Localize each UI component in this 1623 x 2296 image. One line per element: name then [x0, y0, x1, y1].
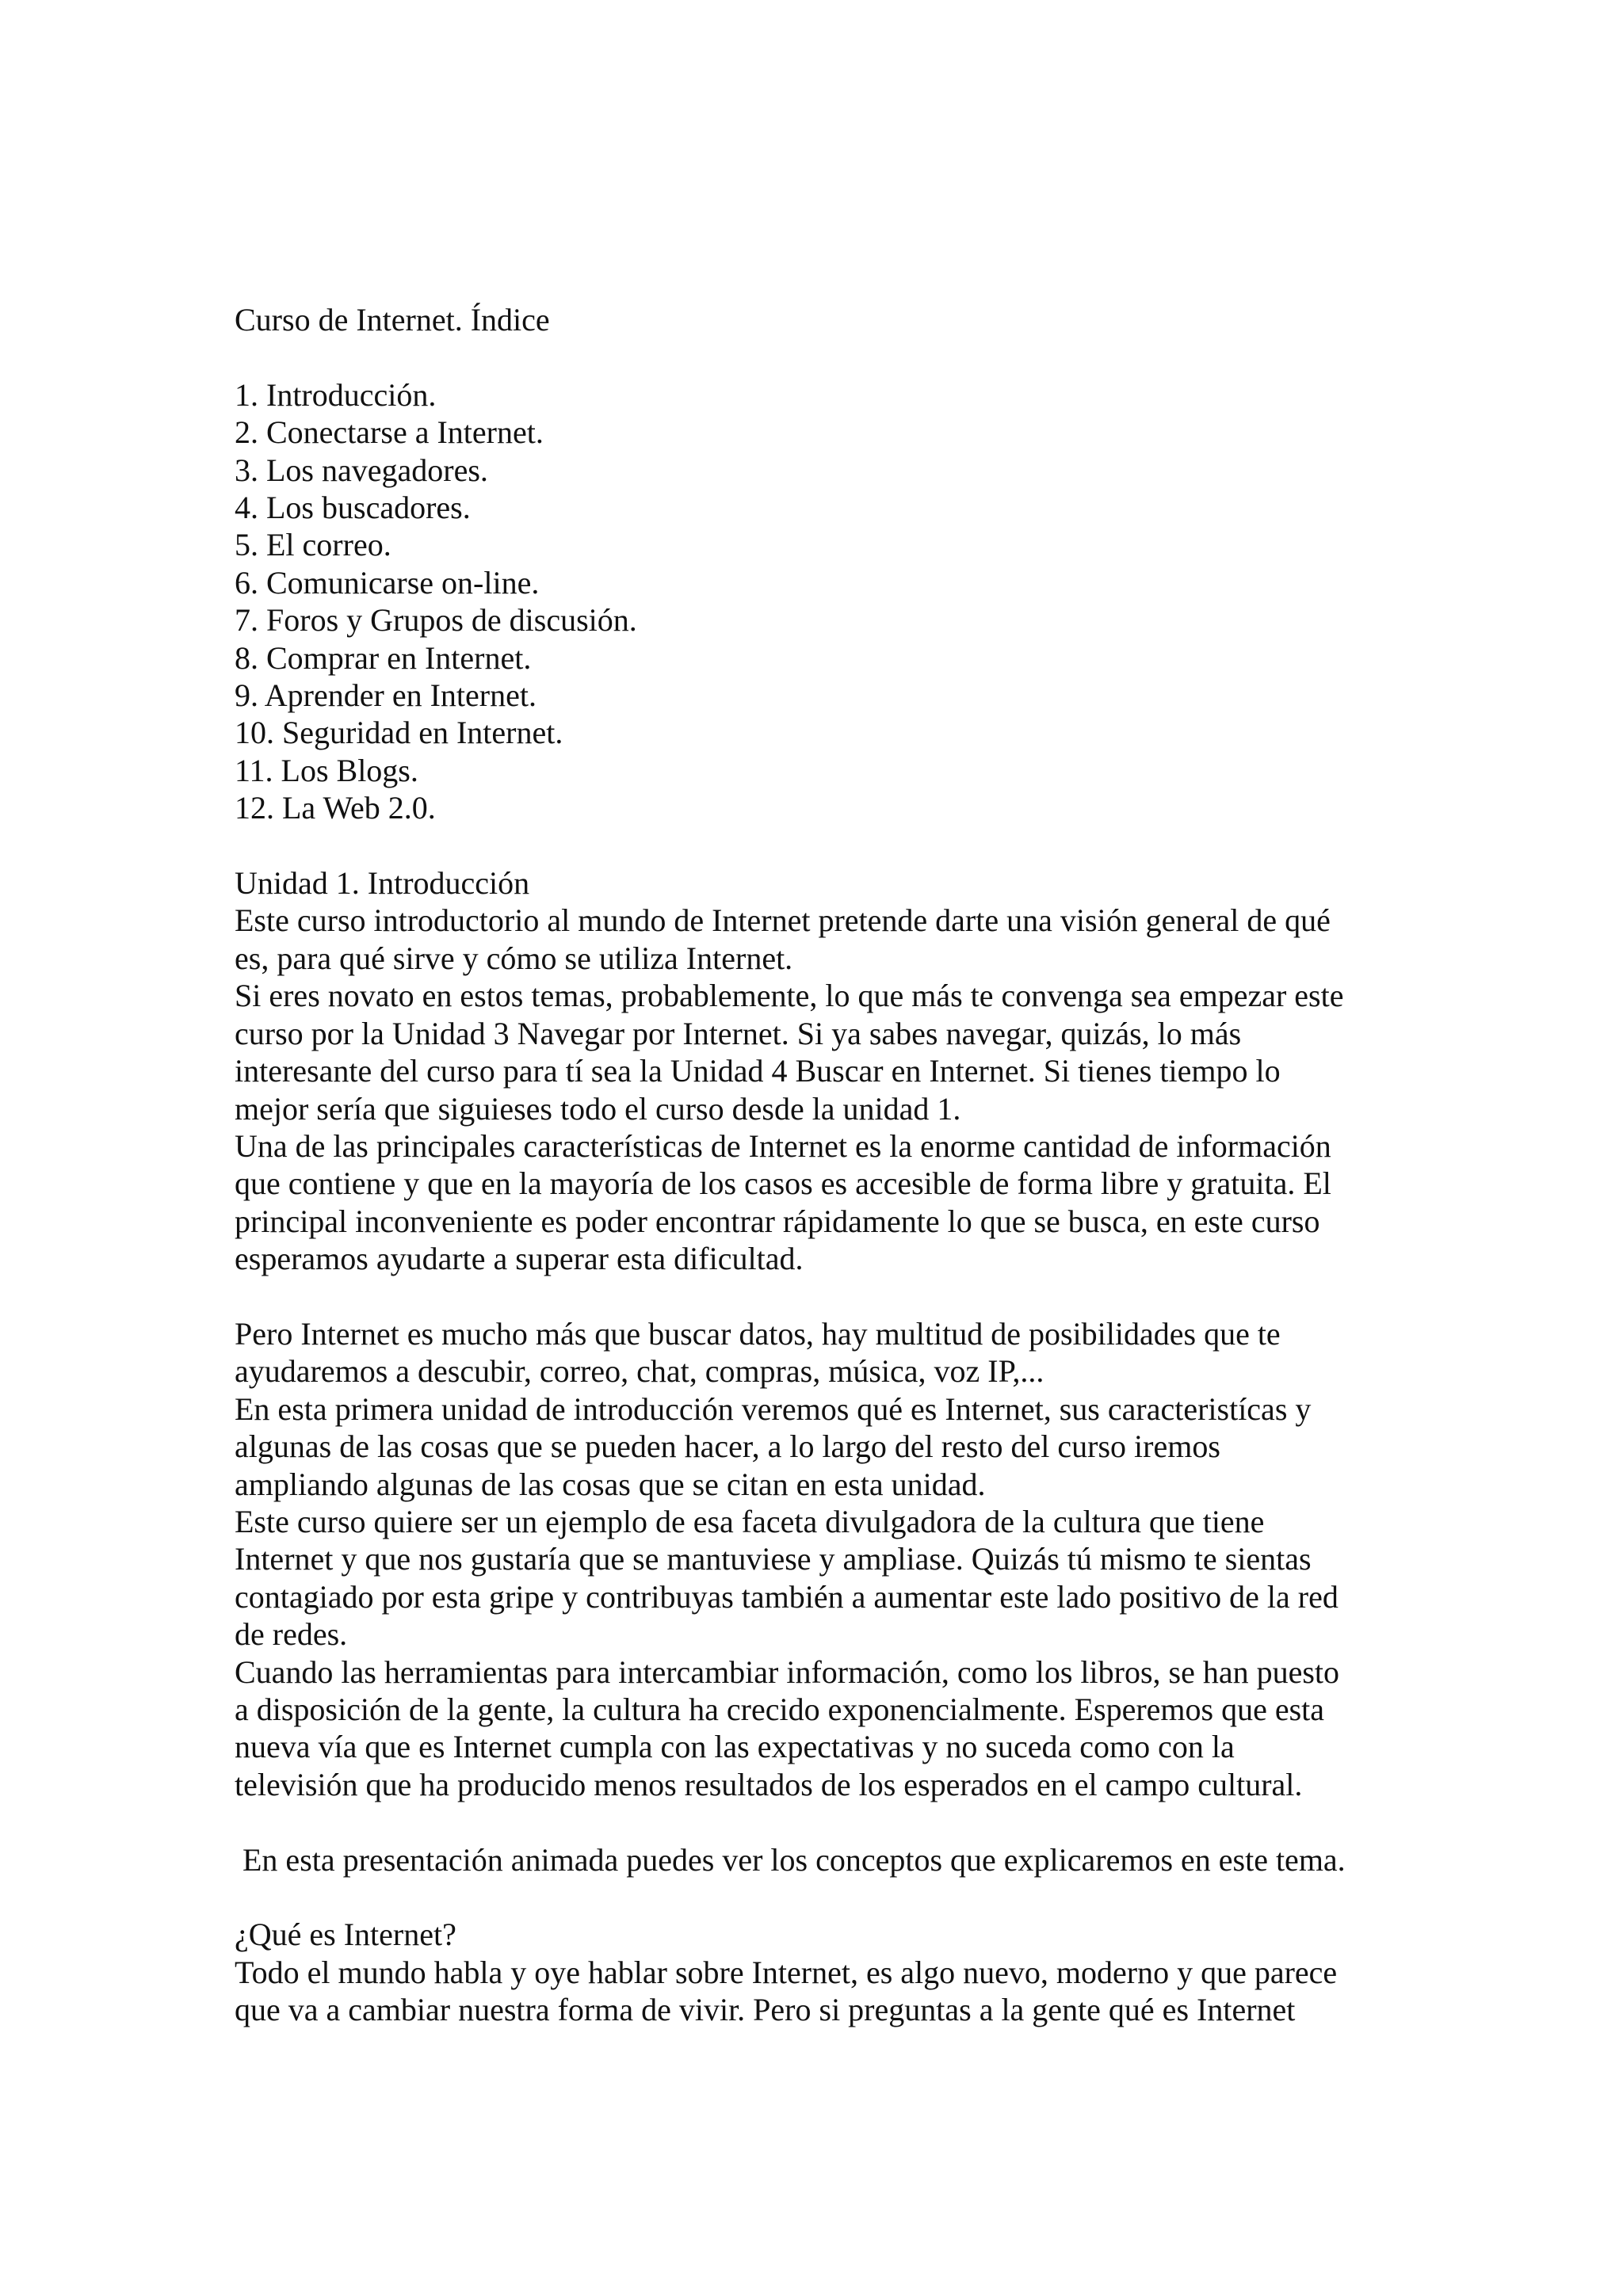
section-heading: ¿Qué es Internet? [235, 1917, 456, 1953]
text-line: Pero Internet es mucho más que buscar datos, hay multitud de posibilidades que te [235, 1315, 1281, 1352]
spacer [235, 1278, 1407, 1315]
spacer [235, 1803, 1407, 1840]
text-line: que contiene y que en la mayoría de los casos es accesible de forma libre y gratuita. El [235, 1165, 1331, 1202]
unit1-section [235, 864, 1407, 1878]
text-line: contagiado por esta gripe y contribuyas también a aumentar este lado positivo de la red [235, 1578, 1338, 1615]
presentation-note: En esta presentación animada puedes ver los conceptos que explicaremos en este tema. [242, 1841, 1346, 1878]
text-line: algunas de las cosas que se pueden hacer, a lo largo del resto del curso iremos [235, 1428, 1220, 1465]
spacer [235, 827, 1407, 864]
text-line: Internet y que nos gustaría que se mantuviese y ampliase. Quizás tú mismo te sientas [235, 1541, 1312, 1577]
index-item: 7. Foros y Grupos de discusión. [235, 602, 637, 639]
index-item: 9. Aprender en Internet. [235, 677, 537, 714]
text-line: televisión que ha producido menos resultados de los esperados en el campo cultural. [235, 1766, 1303, 1802]
text-line: es, para qué sirve y cómo se utiliza Internet. [235, 940, 793, 976]
what-is-internet-section [235, 1916, 1407, 2028]
document-title: Curso de Internet. Índice [235, 302, 550, 338]
text-line: curso por la Unidad 3 Navegar por Internet. Si ya sabes navegar, quizás, lo más [235, 1015, 1242, 1051]
text-line: ampliando algunas de las cosas que se citan en esta unidad. [235, 1466, 986, 1502]
text-line: de redes. [235, 1616, 348, 1653]
text-line: que va a cambiar nuestra forma de vivir. Pero si preguntas a la gente qué es Internet [235, 1992, 1296, 2028]
index-item: 4. Los buscadores. [235, 490, 471, 526]
index-item: 1. Introducción. [235, 376, 437, 413]
index-item: 8. Comprar en Internet. [235, 639, 532, 676]
text-line: Este curso introductorio al mundo de Internet pretende darte una visión general de qué [235, 902, 1331, 939]
index-item: 2. Conectarse a Internet. [235, 414, 544, 451]
text-line: a disposición de la gente, la cultura ha crecido exponencialmente. Esperemos que esta [235, 1691, 1325, 1727]
text-line: Si eres novato en estos temas, probablemente, lo que más te convenga sea empezar este [235, 978, 1344, 1014]
index-item: 6. Comunicarse on-line. [235, 564, 540, 601]
text-line: Cuando las herramientas para intercambiar información, como los libros, se han puesto [235, 1653, 1340, 1690]
unit1-heading: Unidad 1. Introducción [235, 865, 530, 902]
index-item: 3. Los navegadores. [235, 452, 488, 488]
index-list [235, 376, 1407, 827]
spacer [235, 338, 1407, 376]
spacer [235, 1878, 1407, 1916]
text-line: principal inconveniente es poder encontrar rápidamente lo que se busca, en este curso [235, 1203, 1320, 1239]
text-line: Una de las principales características de Internet es la enorme cantidad de información [235, 1127, 1331, 1164]
text-line: nueva vía que es Internet cumpla con las expectativas y no suceda como con la [235, 1729, 1235, 1765]
text-line: Este curso quiere ser un ejemplo de esa faceta divulgadora de la cultura que tiene [235, 1503, 1265, 1539]
text-line: mejor sería que siguieses todo el curso desde la unidad 1. [235, 1090, 961, 1127]
index-item: 10. Seguridad en Internet. [235, 715, 563, 751]
text-line: ayudaremos a descubir, correo, chat, compras, música, voz IP,... [235, 1353, 1044, 1390]
text-line: esperamos ayudarte a superar esta dificultad. [235, 1241, 804, 1277]
text-line: interesante del curso para tí sea la Unidad 4 Buscar en Internet. Si tienes tiempo lo [235, 1053, 1281, 1089]
index-item: 12. La Web 2.0. [235, 790, 436, 826]
text-line: En esta primera unidad de introducción veremos qué es Internet, sus caracteristícas y [235, 1390, 1312, 1427]
index-item: 5. El correo. [235, 527, 391, 563]
text-line: Todo el mundo habla y oye hablar sobre Internet, es algo nuevo, moderno y que parece [235, 1954, 1338, 1990]
index-item: 11. Los Blogs. [235, 752, 418, 788]
document-page [235, 301, 1407, 2029]
